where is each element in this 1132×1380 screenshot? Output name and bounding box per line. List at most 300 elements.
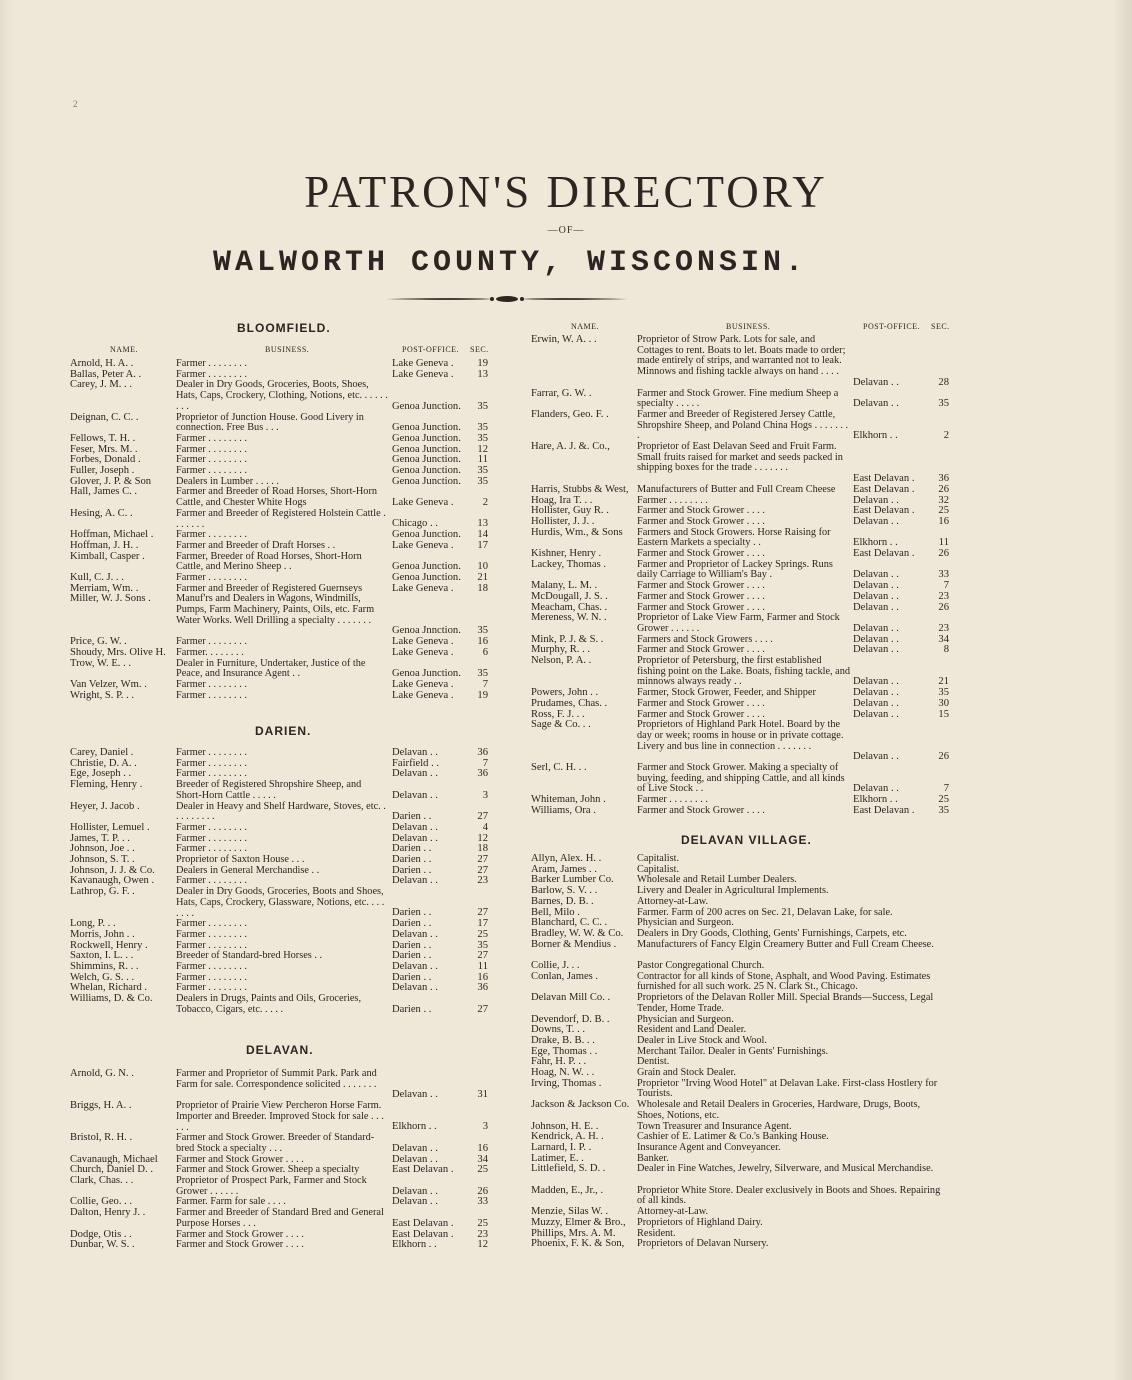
directory-entry [531, 592, 951, 603]
entry-business: Farmer and Stock Grower . . . . [637, 590, 765, 602]
entry-post-office: Delavan . . [853, 783, 899, 795]
header-name: NAME. [571, 322, 600, 331]
entry-business: Farmer and Stock Grower. Fine medium Sheep a specialty . . . . . [637, 387, 839, 410]
directory-entry [70, 1133, 490, 1154]
entry-post-office: Genoa Junction. [392, 529, 461, 541]
directory-entry [531, 1218, 951, 1229]
entry-sec: 23 [938, 622, 949, 634]
entry-business: Manuf'rs and Dealers in Wagons, Windmills, Pumps, Farm Machinery, Paints, Oils, etc. Farm Water Works. Well Drilling a specialty . . . . . . . [176, 593, 375, 626]
entry-post-office: Delavan . . [392, 1185, 438, 1197]
entry-sec: 36 [477, 982, 488, 994]
entry-business: Farmer . . . . . . . . [176, 939, 247, 951]
entry-business: Farmer . . . . . . . . [637, 494, 708, 506]
entry-name: Fahr, H. P. . . [531, 1056, 587, 1068]
directory-entry [531, 442, 951, 485]
entry-post-office: Lake Geneva . [392, 689, 454, 701]
entry-name: Irving, Thomas . [531, 1077, 602, 1089]
entry-business: Proprietors of Highland Park Hotel. Board by the day or week; rooms in house or in private cottage. Livery and bus line in connection . . . . . . . [637, 719, 844, 752]
entry-sec: 27 [477, 950, 488, 962]
entry-business: Merchant Tailor. Dealer in Gents' Furnishings. [637, 1045, 829, 1057]
entry-sec: 35 [938, 398, 949, 410]
entry-name: Deignan, C. C. . [70, 411, 139, 423]
entry-business: Farmer and Stock Grower. Making a specialty of buying, feeding, and shipping Cattle, and all kinds of Live Stock . . [637, 762, 845, 795]
entry-business: Proprietors of the Delavan Roller Mill. Special Brands—Success, Legal Tender, Home Trade. [637, 992, 934, 1014]
entry-name: Arnold, H. A. . [70, 358, 134, 369]
entry-business: Attorney-at-Law. [637, 895, 709, 907]
directory-entry [531, 897, 951, 908]
entry-business: Farmer, Breeder of Road Horses, Short-Horn Cattle, and Merino Sheep . . [176, 550, 362, 573]
directory-entry [531, 528, 951, 549]
directory-entry [70, 1069, 490, 1101]
entry-sec: 36 [477, 768, 488, 780]
entry-post-office: Delavan . . [392, 832, 438, 844]
entry-sec: 25 [938, 505, 949, 517]
entry-post-office: Delavan . . [392, 768, 438, 780]
entry-sec: 25 [477, 1217, 488, 1229]
entry-name: Forbes, Donald . [70, 454, 141, 466]
entry-post-office: East Delavan . [853, 505, 915, 517]
entry-business: Farmer and Proprietor of Summit Park. Park and Farm for sale. Correspondence solicited . . . . . . . [176, 1068, 377, 1090]
entry-name: Downs, T. . . [531, 1024, 586, 1036]
entry-name: Borner & Mendius . [531, 938, 617, 950]
directory-entry [70, 1240, 490, 1251]
entry-business: Dealer in Fine Watches, Jewelry, Silverware, and Musical Merchandise. [637, 1163, 934, 1175]
entry-post-office: Genoa Junction. [392, 572, 461, 583]
entry-post-office: Delavan . . [392, 982, 438, 994]
entry-business: Farmer . . . . . . . . [176, 636, 247, 648]
directory-entry [70, 541, 490, 552]
entry-name: Kull, C. J. . . [70, 572, 124, 583]
entry-business: Breeder of Registered Shropshire Sheep, and Short-Horn Cattle . . . . . [176, 779, 362, 801]
entry-post-office: Delavan . . [392, 1089, 438, 1101]
directory-entry [531, 389, 951, 410]
entry-name: Barker Lumber Co. [531, 874, 614, 886]
entry-post-office: East Delavan . [392, 1217, 454, 1229]
entry-post-office: Darien . . [392, 918, 432, 930]
entry-name: Wright, S. P. . . [70, 689, 135, 701]
entry-post-office: Delavan . . [853, 676, 899, 688]
entry-name: Clark, Chas. . . [70, 1175, 134, 1186]
entry-business: Farmer . . . . . . . . [176, 757, 247, 769]
entry-post-office: Delavan . . [392, 747, 438, 758]
entry-name: James, T. P. . . [70, 832, 130, 844]
entry-sec: 35 [938, 804, 949, 816]
entry-post-office: Elkhorn . . [392, 1121, 437, 1133]
entry-post-office: Darien . . [392, 864, 432, 876]
entry-business: Proprietor of Lake View Farm, Farmer and Stock Grower . . . . . . [637, 612, 840, 634]
directory-entry [531, 940, 951, 961]
entry-sec: 26 [938, 548, 949, 559]
entry-sec: 17 [477, 539, 488, 551]
entry-sec: 26 [938, 483, 949, 495]
entry-business: Pastor Congregational Church. [637, 960, 765, 971]
directory-entry [70, 434, 490, 445]
divider-ornament [386, 294, 628, 304]
entry-sec: 3 [482, 1121, 488, 1133]
entry-name: Hall, James C. . [70, 486, 138, 498]
entry-business: Farmer and Breeder of Standard Bred and General Purpose Horses . . . [176, 1207, 384, 1229]
entry-name: Whelan, Richard . [70, 982, 148, 994]
entry-business: Farmer . . . . . . . . [176, 821, 247, 833]
entry-name: Feser, Mrs. M. . [70, 443, 138, 455]
entry-sec: 3 [482, 789, 488, 801]
entry-business: Proprietor of Prospect Park, Farmer and Stock Grower . . . . . . [176, 1175, 367, 1197]
entry-business: Farmer . . . . . . . . [176, 689, 247, 701]
entry-business: Farmer and Stock Grower . . . . [637, 697, 765, 709]
entry-name: Briggs, H. A. . [70, 1100, 132, 1112]
entry-name: Harris, Stubbs & West, [531, 483, 629, 495]
entry-sec: 4 [482, 821, 488, 833]
entry-business: Farmer . . . . . . . . [176, 443, 247, 455]
directory-entry [70, 594, 490, 637]
header-post-office: POST-OFFICE. [402, 345, 460, 354]
entry-sec: 11 [938, 537, 949, 549]
entry-sec: 13 [477, 368, 488, 380]
directory-entry [531, 1057, 951, 1068]
entry-sec: 7 [943, 580, 949, 592]
entry-sec: 28 [938, 376, 949, 388]
entry-post-office: East Delavan . [392, 1228, 454, 1240]
entry-post-office: Elkhorn . . [853, 430, 898, 442]
county-subtitle: WALWORTH COUNTY, WISCONSIN. [212, 246, 808, 280]
directory-entry [70, 802, 490, 823]
entry-business: Farmer. . . . . . . . [176, 646, 244, 658]
entry-sec: 35 [938, 687, 949, 699]
entry-name: Hurdis, Wm., & Sons [531, 526, 623, 538]
directory-entry [70, 1208, 490, 1229]
entry-sec: 31 [477, 1089, 488, 1101]
entry-name: Ege, Joseph . . [70, 768, 132, 780]
entry-post-office: Delavan . . [392, 1196, 438, 1208]
entry-name: Prudames, Chas. . [531, 697, 608, 709]
entry-post-office: Darien . . [392, 811, 432, 823]
entry-post-office: Delavan . . [853, 376, 899, 388]
entry-post-office: Delavan . . [853, 697, 899, 709]
entry-post-office: Darien . . [392, 907, 432, 919]
entry-business: Livery and Dealer in Agricultural Implements. [637, 885, 829, 897]
directory-entry [70, 648, 490, 659]
entry-name: Muzzy, Elmer & Bro., [531, 1216, 626, 1228]
entry-name: Kendrick, A. H. . [531, 1131, 604, 1143]
directory-entry [531, 806, 951, 817]
entry-name: Bell, Milo . [531, 906, 580, 918]
entry-name: Madden, E., Jr., . [531, 1184, 604, 1196]
entry-business: Dealer in Dry Goods, Groceries, Boots and Shoes, Hats, Caps, Crockery, Glassware, Notions, etc. . . . . . . . [176, 886, 385, 919]
directory-entry [70, 413, 490, 434]
entry-sec: 6 [482, 646, 488, 658]
entry-name: Nelson, P. A. . [531, 655, 592, 666]
entry-name: Morris, John . . [70, 928, 135, 940]
entry-business: Proprietor White Store. Dealer exclusively in Boots and Shoes. Repairing of all kinds. [637, 1184, 941, 1207]
entry-post-office: Delavan . . [853, 751, 899, 763]
entry-business: Farmer . . . . . . . . [176, 358, 247, 369]
entry-business: Farmer and Stock Grower . . . . [176, 1153, 304, 1165]
directory-entry [70, 691, 490, 702]
entry-business: Dealer in Furniture, Undertaker, Justice of the Peace, and Insurance Agent . . [176, 657, 366, 680]
entry-post-office: Darien . . [392, 843, 432, 855]
entry-sec: 13 [477, 518, 488, 530]
entry-post-office: Lake Geneva . [392, 636, 454, 648]
entry-business: Dealer in Heavy and Shelf Hardware, Stoves, etc. . . . . . . . . . [176, 800, 386, 823]
entry-name: Hesing, A. C. . [70, 507, 133, 519]
entry-business: Farmer and Stock Grower . . . . [637, 601, 765, 613]
entry-name: Fellows, T. H. . [70, 432, 136, 444]
entry-sec: 27 [477, 864, 488, 876]
entry-post-office: Darien . . [392, 971, 432, 983]
entry-business: Wholesale and Retail Dealers in Groceries, Hardware, Drugs, Boots, Shoes, Notions, etc. [637, 1099, 921, 1121]
entry-post-office: Delavan . . [392, 928, 438, 940]
entry-name: Johnson, J. J. & Co. [70, 864, 155, 876]
entry-business: Farmer and Proprietor of Lackey Springs. Runs daily Carriage to William's Bay . [637, 558, 833, 581]
entry-name: Fuller, Joseph . [70, 465, 135, 476]
entry-name: Lackey, Thomas . [531, 558, 607, 570]
entry-post-office: East Delavan . [853, 804, 915, 816]
entry-name: Flanders, Geo. F. . [531, 408, 609, 420]
entry-business: Farmer . . . . . . . . [637, 794, 708, 806]
entry-sec: 7 [943, 783, 949, 795]
directory-entry [531, 993, 951, 1014]
entry-business: Attorney-at-Law. [637, 1206, 709, 1218]
entry-name: Price, G. W. . [70, 636, 127, 648]
directory-entry [531, 613, 951, 634]
entry-business: Proprietors of Delavan Nursery. [637, 1238, 769, 1250]
entry-business: Wholesale and Retail Lumber Dealers. [637, 874, 797, 886]
header-sec: SEC. [470, 345, 489, 354]
entry-sec: 2 [482, 497, 488, 509]
directory-entry [70, 1176, 490, 1197]
entry-sec: 25 [477, 928, 488, 940]
entry-name: Dunbar, W. S. . [70, 1239, 135, 1251]
entry-post-office: Genoa Junction. [392, 400, 461, 412]
entry-post-office: Elkhorn . . [853, 794, 898, 806]
entry-sec: 19 [477, 358, 488, 369]
entry-business: Farmer . . . . . . . . [176, 843, 247, 855]
entry-name: Meacham, Chas. . [531, 601, 608, 613]
entry-sec: 27 [477, 1003, 488, 1015]
entry-business: Farmer . . . . . . . . [176, 368, 247, 380]
entry-post-office: Genoa Junction. [392, 475, 461, 487]
entry-sec: 35 [477, 400, 488, 412]
entry-business: Farmer and Stock Grower . . . . [637, 804, 765, 816]
entry-sec: 27 [477, 907, 488, 919]
entry-business: Farmer . . . . . . . . [176, 918, 247, 930]
entry-name: Hoag, N. W. . . [531, 1067, 595, 1078]
entry-business: Farmer and Breeder of Registered Guernseys [176, 582, 363, 594]
entry-business: Manufacturers of Fancy Elgin Creamery Butter and Full Cream Cheese. [637, 938, 934, 950]
entry-name: Mink, P. J. & S. . [531, 633, 604, 645]
entry-business: Dealer in Dry Goods, Groceries, Boots, Shoes, Hats, Caps, Crockery, Clothing, Notions, etc. . . . . . . . . [176, 379, 388, 412]
entry-post-office: Lake Geneva . [392, 539, 454, 551]
section-title-bloomfield: BLOOMFIELD. [237, 321, 331, 335]
entry-business: Farmer and Stock Grower . . . . [637, 580, 765, 592]
entry-sec: 7 [482, 757, 488, 769]
entry-business: Dealers in General Merchandise . . [176, 864, 320, 876]
entry-business: Farmer . . . . . . . . [176, 928, 247, 940]
entry-sec: 34 [938, 633, 949, 645]
entry-post-office: East Delavan . [853, 483, 915, 495]
entry-name: Hoffman, Michael . [70, 529, 154, 541]
entry-sec: 27 [477, 811, 488, 823]
entry-name: Phillips, Mrs. A. M. [531, 1227, 616, 1239]
entry-post-office: Delavan . . [392, 1153, 438, 1165]
entry-name: Allyn, Alex. H. . [531, 853, 602, 864]
entry-name: Shoudy, Mrs. Olive H. [70, 646, 166, 658]
entry-business: Farmer . . . . . . . . [176, 961, 247, 972]
entry-post-office: Chicago . . [392, 518, 438, 530]
entry-business: Resident. [637, 1227, 676, 1239]
entry-sec: 12 [477, 1239, 488, 1251]
entry-business: Farmers and Stock Growers. Horse Raising for Eastern Markets a specialty . . [637, 526, 831, 549]
directory-entry [531, 699, 951, 710]
entry-name: Aram, James . . [531, 863, 597, 875]
entry-name: Conlan, James . [531, 970, 599, 982]
entry-business: Farmer and Breeder of Registered Holstein Cattle . . . . . . . [176, 507, 386, 530]
entry-sec: 14 [477, 529, 488, 541]
entry-name: Heyer, J. Jacob . [70, 800, 140, 812]
entry-sec: 10 [477, 561, 488, 573]
entry-sec: 7 [482, 679, 488, 690]
directory-entry [70, 823, 490, 834]
entry-business: Physician and Surgeon. [637, 1013, 734, 1025]
entry-name: Erwin, W. A. . . [531, 334, 597, 345]
entry-post-office: Genoa Junction. [392, 422, 461, 434]
entry-post-office: Genoa Junction. [392, 443, 461, 455]
directory-entry [70, 780, 490, 801]
directory-entry [531, 720, 951, 763]
entry-business: Farmers and Stock Growers . . . . [637, 633, 773, 645]
directory-entry [531, 763, 951, 795]
entry-business: Farmer, Stock Grower, Feeder, and Shipper [637, 687, 816, 699]
entry-post-office: Lake Geneva . [392, 646, 454, 658]
entry-business: Proprietor of Prairie View Percheron Horse Farm. Importer and Breeder. Improved Stock for sale . . . . . . [176, 1100, 384, 1133]
entry-sec: 11 [477, 454, 488, 466]
directory-entry [531, 517, 951, 528]
entry-name: Phoenix, F. K. & Son, [531, 1238, 625, 1250]
entry-business: Farmer and Stock Grower . . . . [637, 708, 765, 720]
entry-business: Farmer . . . . . . . . [176, 875, 247, 887]
entry-business: Farmer and Stock Grower. Sheep a specialty [176, 1164, 360, 1176]
directory-entry [70, 659, 490, 680]
entry-business: Farmer . . . . . . . . [176, 454, 247, 466]
entry-business: Farmer and Stock Grower . . . . [637, 515, 765, 527]
entry-name: Glover, J. P. & Son [70, 475, 152, 487]
entry-business: Farmer . . . . . . . . [176, 465, 247, 476]
entry-name: Latimer, E. . [531, 1152, 584, 1164]
entry-post-office: Delavan . . [392, 821, 438, 833]
entry-post-office: Darien . . [392, 939, 432, 951]
entry-sec: 17 [477, 918, 488, 930]
entry-name: Kavanaugh, Owen . [70, 875, 155, 887]
entry-post-office: Delavan . . [853, 515, 899, 527]
entry-business: Proprietor of Junction House. Good Livery in connection. Free Bus . . . [176, 411, 364, 434]
directory-entry [70, 994, 490, 1015]
section-title-darien: DARIEN. [255, 724, 312, 738]
entry-name: Johnson, S. T. . [70, 854, 135, 865]
entry-business: Proprietors of Highland Dairy. [637, 1216, 763, 1228]
entry-name: Bradley, W. W. & Co. [531, 927, 624, 939]
entry-business: Farmer and Breeder of Road Horses, Short-Horn Cattle, and Chester White Hogs [176, 486, 378, 509]
section-title-delavan: DELAVAN. [246, 1043, 314, 1057]
header-post-office: POST-OFFICE. [863, 322, 921, 331]
entry-post-office: Lake Geneva . [392, 679, 454, 690]
directory-entry [531, 929, 951, 940]
entry-business: Insurance Agent and Conveyancer. [637, 1141, 781, 1153]
entry-name: Bristol, R. H. . [70, 1132, 133, 1144]
entry-sec: 27 [477, 854, 488, 865]
entry-post-office: East Delavan . [392, 1164, 454, 1176]
header-business: BUSINESS. [265, 345, 310, 354]
header-name: NAME. [110, 345, 139, 354]
entry-name: Van Velzer, Wm. . [70, 679, 147, 690]
entry-sec: 25 [938, 794, 949, 806]
entry-sec: 11 [477, 961, 488, 972]
entry-post-office: Lake Geneva . [392, 358, 454, 369]
entry-sec: 12 [477, 832, 488, 844]
directory-entry [531, 656, 951, 688]
entry-sec: 18 [477, 843, 488, 855]
entry-post-office: Delavan . . [853, 687, 899, 699]
entry-post-office: Delavan . . [853, 601, 899, 613]
entry-post-office: Elkhorn . . [853, 537, 898, 549]
entry-post-office: Lake Geneva . [392, 497, 454, 509]
entry-business: Resident and Land Dealer. [637, 1024, 747, 1036]
section-title-delavan_village: DELAVAN VILLAGE. [681, 833, 812, 847]
entry-name: Whiteman, John . [531, 794, 606, 806]
directory-entry [70, 487, 490, 508]
entry-post-office: Delavan . . [853, 644, 899, 656]
entry-name: Carey, J. M. . . [70, 379, 132, 391]
entry-sec: 26 [477, 1185, 488, 1197]
entry-name: Menzie, Silas W. . [531, 1206, 609, 1218]
directory-entry [70, 887, 490, 919]
entry-name: Hollister, J. J. . [531, 515, 595, 527]
entry-name: Dalton, Henry J. . [70, 1207, 146, 1219]
entry-post-office: Delavan . . [853, 633, 899, 645]
entry-business: Farmer and Stock Grower . . . . [637, 505, 765, 517]
entry-post-office: Elkhorn . . [392, 1239, 437, 1251]
entry-sec: 26 [938, 601, 949, 613]
entry-name: Farrar, G. W. . [531, 387, 592, 399]
entry-name: Hoffman, J. H. . [70, 539, 139, 551]
entry-post-office: Delavan . . [853, 590, 899, 602]
entry-business: Farmer . . . . . . . . [176, 832, 247, 844]
entry-post-office: Darien . . [392, 854, 432, 865]
entry-name: Johnson, Joe . . [70, 843, 135, 855]
entry-sec: 21 [938, 676, 949, 688]
header-sec: SEC. [931, 322, 950, 331]
entry-business: Farmer . . . . . . . . [176, 971, 247, 983]
entry-post-office: Delavan . . [392, 875, 438, 887]
entry-business: Farmer. Farm of 200 acres on Sec. 21, Delavan Lake, for sale. [637, 906, 893, 918]
directory-entry [531, 972, 951, 993]
entry-name: Williams, D. & Co. [70, 993, 153, 1005]
entry-business: Farmer . . . . . . . . [176, 529, 247, 541]
entry-post-office: Delavan . . [392, 1142, 438, 1154]
entry-name: Hare, A. J. &. Co., [531, 441, 610, 452]
entry-business: Contractor for all kinds of Stone, Asphalt, and Wood Paving. Estimates furnished for all such work. 25 N. Clark St., Chicago. [637, 970, 931, 993]
entry-sec: 16 [477, 636, 488, 648]
entry-sec: 12 [477, 443, 488, 455]
entry-business: Breeder of Standard-bred Horses . . [176, 950, 323, 962]
entry-sec: 36 [938, 473, 949, 485]
entry-name: Barlow, S. V. . . [531, 885, 598, 897]
entry-sec: 23 [938, 590, 949, 602]
entry-sec: 35 [477, 475, 488, 487]
directory-entry [531, 410, 951, 442]
entry-name: Hoag, Ira T. . . [531, 494, 593, 506]
entry-business: Farmer . . . . . . . . [176, 768, 247, 780]
entry-post-office: East Delavan . [853, 473, 915, 485]
